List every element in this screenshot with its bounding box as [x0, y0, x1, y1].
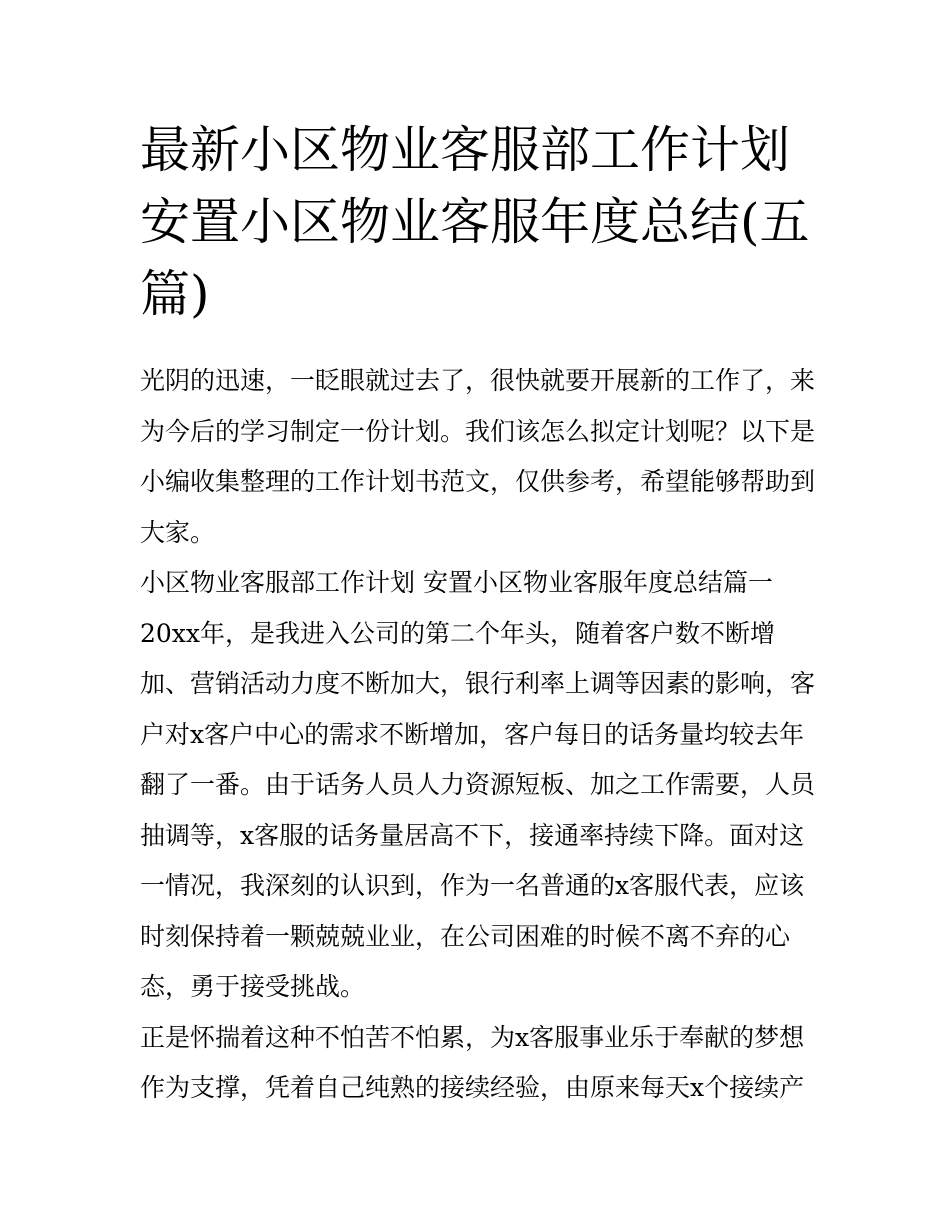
section-heading: 小区物业客服部工作计划 安置小区物业客服年度总结篇一: [140, 568, 773, 597]
body-line: 加、营销活动力度不断加大，银行利率上调等因素的影响，客: [140, 669, 816, 698]
body-line: 户对x客户中心的需求不断增加，客户每日的话务量均较去年: [140, 719, 805, 749]
document-body: [140, 356, 830, 1114]
title-line: 最新小区物业客服部工作计划: [140, 121, 790, 179]
body-line: 时刻保持着一颗兢兢业业，在公司困难的时候不离不弃的心: [140, 921, 791, 951]
body-line: 一情况，我深刻的认识到，作为一名普通的x客服代表，应该: [140, 871, 805, 900]
body-line: 态，勇于接受挑战。: [140, 972, 366, 1001]
body-line: 小编收集整理的工作计划书范文，仅供参考，希望能够帮助到: [140, 467, 816, 496]
title-line: 篇): [140, 265, 210, 323]
body-line: 为今后的学习制定一份计划。我们该怎么拟定计划呢？以下是: [140, 416, 816, 446]
title-line: 安置小区物业客服年度总结(五: [140, 193, 810, 251]
body-line: 作为支撑，凭着自己纯熟的接续经验，由原来每天x个接续产: [140, 1073, 805, 1102]
body-line: 正是怀揣着这种不怕苦不怕累，为x客服事业乐于奉献的梦想: [140, 1022, 805, 1052]
body-line: 翻了一番。由于话务人员人力资源短板、加之工作需要，人员: [140, 770, 816, 799]
document-title: [140, 114, 830, 330]
body-line: 大家。: [140, 517, 216, 547]
body-line: 抽调等，x客服的话务量居高不下，接通率持续下降。面对这: [140, 820, 805, 850]
body-line: 20xx年，是我进入公司的第二个年头，随着客户数不断增: [140, 618, 776, 648]
body-line: 光阴的迅速，一眨眼就过去了，很快就要开展新的工作了，来: [140, 366, 816, 395]
